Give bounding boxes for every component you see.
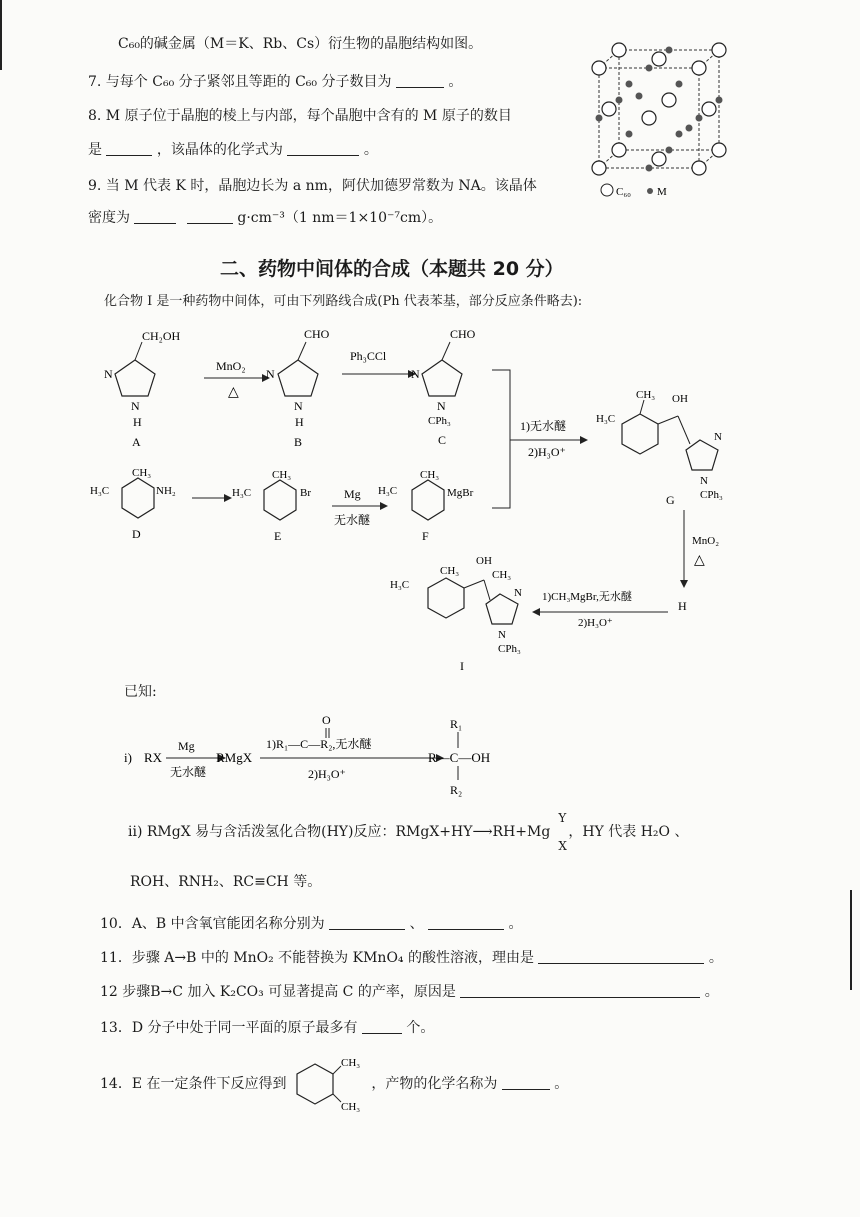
legend-c60-label: C₆₀ (616, 186, 632, 198)
answer-blank[interactable] (362, 1019, 402, 1034)
svg-text:H: H (133, 415, 142, 429)
compound-f (378, 469, 474, 543)
legend-m-label: M (657, 186, 667, 198)
svg-text:N: N (437, 399, 446, 413)
svg-text:H₃C: H₃C (90, 485, 110, 497)
svg-text:CPh₃: CPh₃ (700, 489, 723, 501)
svg-text:i): i) (124, 750, 132, 765)
known-label: 已知: (124, 684, 157, 700)
svg-text:2)H₃O⁺: 2)H₃O⁺ (578, 617, 613, 629)
svg-text:N: N (498, 629, 506, 641)
legend-m-marker (647, 188, 653, 194)
question-10-end: 。 (508, 916, 523, 932)
section-2-intro: 化合物 I 是一种药物中间体，可由下列路线合成(Ph 代表苯基，部分反应条件略去): (104, 294, 583, 309)
answer-blank[interactable] (106, 141, 152, 156)
answer-blank[interactable] (538, 949, 704, 964)
legend-c60-marker (601, 184, 613, 196)
svg-text:2)H₃O⁺: 2)H₃O⁺ (308, 767, 346, 781)
question-10 (100, 914, 522, 934)
known-ii-line2: ROH、RNH₂、RC≡CH 等。 (130, 874, 322, 890)
left-edge-mark (0, 0, 2, 70)
c60-molecules (592, 43, 726, 175)
substituent-y: Y (558, 811, 567, 825)
svg-text:CH₃: CH₃ (340, 1101, 361, 1113)
question-12 (100, 982, 719, 1002)
svg-text:RX: RX (144, 750, 163, 765)
answer-blank[interactable] (460, 983, 700, 998)
question-13-end: 个。 (406, 1020, 435, 1036)
svg-text:H₃C: H₃C (596, 413, 616, 425)
svg-text:H₃C: H₃C (232, 487, 252, 499)
compound-d (90, 467, 176, 541)
question-8-text-b: ，该晶体的化学式为 (156, 142, 283, 158)
question-7-end: 。 (448, 74, 463, 90)
svg-text:Mg: Mg (178, 739, 195, 753)
svg-text:G: G (666, 493, 675, 507)
known-ii-text: ii) RMgX 易与含活泼氢化合物(HY)反应：RMgX+HY⟶RH+Mg (128, 824, 551, 840)
question-13-text: 13．D 分子中处于同一平面的原子最多有 (100, 1020, 358, 1036)
crystal-cell-figure (585, 38, 735, 202)
svg-text:H: H (295, 415, 304, 429)
answer-blank[interactable] (134, 209, 176, 224)
svg-text:H₃C: H₃C (390, 579, 410, 591)
right-edge-mark (850, 890, 852, 990)
svg-text:△: △ (694, 553, 705, 568)
svg-text:B: B (294, 435, 303, 449)
question-11 (100, 948, 723, 968)
known-ii-tail: ，HY 代表 H₂O 、 (568, 824, 689, 840)
svg-text:MnO₂: MnO₂ (692, 535, 720, 547)
compound-c (411, 327, 476, 447)
svg-text:E: E (274, 529, 282, 543)
question-12-end: 。 (704, 984, 719, 1000)
svg-text:RMgX: RMgX (216, 750, 253, 765)
question-9-text-a: 密度为 (88, 210, 130, 226)
compound-g (596, 389, 723, 507)
substituent-x: X (558, 839, 567, 853)
synthesis-scheme (80, 318, 780, 678)
svg-text:F: F (422, 529, 429, 543)
answer-blank[interactable] (428, 915, 504, 930)
question-7 (88, 72, 462, 92)
svg-text:D: D (132, 527, 141, 541)
svg-text:CH₃: CH₃ (492, 569, 512, 581)
svg-text:2)H₃O⁺: 2)H₃O⁺ (528, 445, 566, 459)
svg-text:C: C (438, 433, 447, 447)
question-13 (100, 1018, 434, 1038)
svg-text:CH₃: CH₃ (636, 389, 656, 401)
svg-text:1)无水醚: 1)无水醚 (520, 419, 566, 433)
question-8-end: 。 (363, 142, 378, 158)
svg-text:NH₂: NH₂ (156, 485, 176, 497)
question-8-line2 (88, 140, 378, 160)
question-10-sep: 、 (409, 916, 424, 932)
known-ii-line1 (128, 811, 689, 853)
svg-text:A: A (132, 435, 141, 449)
question-14 (100, 1057, 569, 1113)
svg-text:CH₃: CH₃ (272, 469, 292, 481)
intro-line: C₆₀的碱金属（M＝K、Rb、Cs）衍生物的晶胞结构如图。 (118, 36, 483, 52)
svg-text:H: H (678, 599, 687, 613)
svg-text:R₁: R₁ (450, 717, 463, 731)
o-xylene-structure (291, 1054, 367, 1114)
svg-text:MgBr: MgBr (447, 487, 474, 499)
question-14-end: 。 (554, 1076, 569, 1092)
svg-text:O: O (322, 713, 331, 727)
question-9-line2 (88, 208, 442, 228)
answer-blank[interactable] (187, 209, 233, 224)
svg-text:R—C—OH: R—C—OH (428, 750, 491, 765)
answer-blank[interactable] (396, 73, 444, 88)
known-reaction-i (120, 708, 520, 798)
svg-text:N: N (266, 367, 275, 381)
question-8-text-a: 是 (88, 142, 102, 158)
svg-text:CH₃: CH₃ (420, 469, 440, 481)
svg-text:N: N (294, 399, 303, 413)
svg-text:MnO₂: MnO₂ (216, 359, 246, 373)
svg-text:N: N (714, 431, 722, 443)
svg-text:H₃C: H₃C (378, 485, 398, 497)
svg-text:R₂: R₂ (450, 783, 463, 797)
answer-blank[interactable] (329, 915, 405, 930)
svg-text:CHO: CHO (450, 327, 476, 341)
svg-text:OH: OH (476, 555, 492, 567)
question-14-text-a: 14．E 在一定条件下反应得到 (100, 1076, 287, 1092)
svg-text:OH: OH (672, 393, 688, 405)
svg-text:无水醚: 无水醚 (334, 513, 371, 527)
question-8-line1: 8. M 原子位于晶胞的棱上与内部，每个晶胞中含有的 M 原子的数目 (88, 108, 512, 124)
svg-text:无水醚: 无水醚 (170, 765, 207, 779)
question-11-text: 11．步骤 A→B 中的 MnO₂ 不能替换为 KMnO₄ 的酸性溶液，理由是 (100, 950, 534, 966)
svg-text:Mg: Mg (344, 487, 361, 501)
compound-a (104, 329, 181, 449)
svg-text:CH₃: CH₃ (132, 467, 152, 479)
question-14-text-b: ，产物的化学名称为 (371, 1076, 498, 1092)
section-2-title: 二、药物中间体的合成（本题共 20 分） (220, 258, 564, 280)
question-9-text-b: g·cm⁻³（1 nm＝1×10⁻⁷cm）。 (237, 210, 443, 226)
svg-text:N: N (104, 367, 113, 381)
svg-text:CH₃: CH₃ (340, 1057, 361, 1069)
compound-b (266, 327, 330, 449)
svg-text:CH₃: CH₃ (440, 565, 460, 577)
svg-text:1)R₁—C—R₂,无水醚: 1)R₁—C—R₂,无水醚 (266, 737, 372, 751)
svg-text:CPh₃: CPh₃ (428, 415, 451, 427)
mg-substituents (550, 811, 568, 853)
svg-text:N: N (411, 367, 420, 381)
question-10-text: 10．A、B 中含氧官能团名称分别为 (100, 916, 325, 932)
answer-blank[interactable] (502, 1075, 550, 1090)
question-7-text: 7. 与每个 C₆₀ 分子紧邻且等距的 C₆₀ 分子数目为 (88, 74, 392, 90)
compound-e (232, 469, 311, 543)
svg-text:1)CH₃MgBr,无水醚: 1)CH₃MgBr,无水醚 (542, 591, 632, 603)
svg-text:Ph₃CCl: Ph₃CCl (350, 349, 387, 363)
svg-text:N: N (131, 399, 140, 413)
compound-i (390, 555, 522, 673)
svg-text:CH₂OH: CH₂OH (142, 329, 181, 343)
svg-text:N: N (514, 587, 522, 599)
svg-text:CHO: CHO (304, 327, 330, 341)
svg-text:N: N (700, 475, 708, 487)
answer-blank[interactable] (287, 141, 359, 156)
svg-text:Br: Br (300, 487, 311, 499)
question-12-text: 12 步骤B→C 加入 K₂CO₃ 可显著提高 C 的产率，原因是 (100, 984, 456, 1000)
svg-text:I: I (460, 659, 464, 673)
svg-text:△: △ (228, 385, 239, 400)
question-9-line1: 9. 当 M 代表 K 时，晶胞边长为 a nm，阿伏加德罗常数为 NA。该晶体 (88, 178, 537, 194)
svg-text:CPh₃: CPh₃ (498, 643, 521, 655)
question-11-end: 。 (708, 950, 723, 966)
